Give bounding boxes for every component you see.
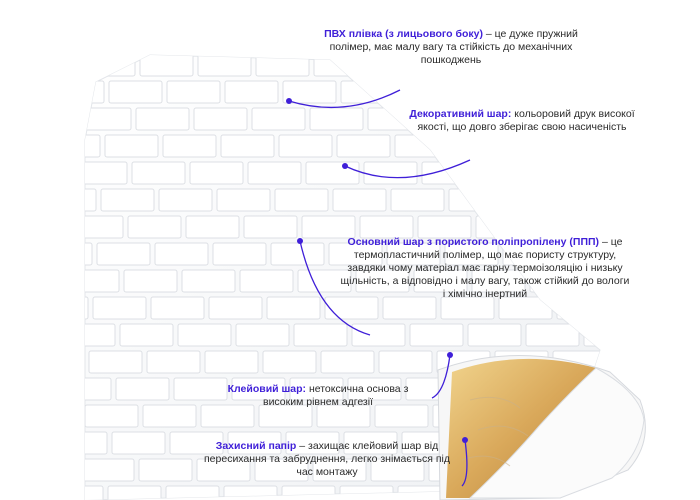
brick xyxy=(507,189,560,211)
brick xyxy=(116,378,169,400)
brick xyxy=(93,297,146,319)
dot-protect xyxy=(462,437,468,443)
brick xyxy=(85,405,138,427)
brick xyxy=(538,162,591,184)
brick xyxy=(534,216,587,238)
brick xyxy=(147,351,200,373)
brick xyxy=(263,351,316,373)
brick xyxy=(256,54,309,76)
brick xyxy=(511,135,564,157)
brick xyxy=(476,216,529,238)
brick xyxy=(178,324,231,346)
brick xyxy=(54,432,107,454)
brick xyxy=(341,81,394,103)
brick xyxy=(35,297,88,319)
caption-pvc-text: – це дуже пружний полімер, має малу вагу та стійкість до механічних пошкоджень xyxy=(329,28,578,66)
brick xyxy=(132,162,185,184)
caption-adhesive-term: Клейовий шар: xyxy=(227,383,307,395)
brick xyxy=(105,135,158,157)
brick xyxy=(20,108,73,130)
caption-base-layer xyxy=(340,236,630,301)
caption-decorative-layer xyxy=(406,108,638,134)
brick xyxy=(275,189,328,211)
brick xyxy=(43,189,96,211)
brick xyxy=(395,135,448,157)
brick xyxy=(480,162,533,184)
brick xyxy=(108,486,161,500)
brick xyxy=(267,297,320,319)
brick xyxy=(163,135,216,157)
brick xyxy=(155,243,208,265)
brick xyxy=(182,270,235,292)
brick xyxy=(360,216,413,238)
brick xyxy=(352,324,405,346)
brick xyxy=(592,216,645,238)
brick xyxy=(310,108,363,130)
brick xyxy=(399,81,452,103)
brick xyxy=(74,162,127,184)
brick xyxy=(0,432,49,454)
brick xyxy=(573,81,626,103)
brick xyxy=(8,270,61,292)
brick xyxy=(39,243,92,265)
brick xyxy=(294,324,347,346)
brick xyxy=(248,162,301,184)
brick xyxy=(66,270,119,292)
brick xyxy=(453,135,506,157)
brick xyxy=(627,135,680,157)
caption-adhesive-text: нетоксична основа з високим рівнем адгезії xyxy=(262,383,409,408)
brick xyxy=(224,486,277,500)
brick xyxy=(333,189,386,211)
dot-base xyxy=(297,238,303,244)
brick xyxy=(109,81,162,103)
brick xyxy=(209,297,262,319)
brick xyxy=(167,81,220,103)
brick xyxy=(279,135,332,157)
brick xyxy=(47,135,100,157)
brick xyxy=(240,270,293,292)
brick xyxy=(159,189,212,211)
brick xyxy=(410,324,463,346)
brick xyxy=(70,216,123,238)
caption-protect-term: Захисний папір xyxy=(215,440,297,452)
brick xyxy=(112,432,165,454)
brick xyxy=(186,216,239,238)
brick xyxy=(306,162,359,184)
brick xyxy=(97,243,150,265)
brick xyxy=(140,54,193,76)
brick xyxy=(236,324,289,346)
brick xyxy=(596,162,649,184)
brick xyxy=(139,459,192,481)
brick xyxy=(205,351,258,373)
brick xyxy=(12,216,65,238)
brick xyxy=(221,135,274,157)
brick xyxy=(565,189,618,211)
brick xyxy=(23,459,76,481)
brick xyxy=(101,189,154,211)
brick xyxy=(89,351,142,373)
brick xyxy=(418,216,471,238)
brick xyxy=(4,324,57,346)
brick xyxy=(468,324,521,346)
caption-adhesive-layer xyxy=(218,383,418,409)
brick xyxy=(50,486,103,500)
brick xyxy=(27,405,80,427)
brick xyxy=(515,81,568,103)
brick xyxy=(16,162,69,184)
brick xyxy=(82,54,135,76)
brick xyxy=(120,324,173,346)
brick xyxy=(136,108,189,130)
caption-protective-paper xyxy=(198,440,456,479)
brick xyxy=(81,459,134,481)
caption-decor-term: Декоративний шар: xyxy=(409,108,512,120)
brick xyxy=(337,135,390,157)
brick xyxy=(62,324,115,346)
brick xyxy=(449,189,502,211)
caption-protect-text: – захищає клейовий шар від пересихання та забруднення, легко знімається під час монтажу xyxy=(203,440,451,478)
dot-pvc xyxy=(286,98,292,104)
brick xyxy=(225,81,278,103)
brick xyxy=(526,324,579,346)
brick xyxy=(51,81,104,103)
peeled-corner xyxy=(438,355,645,500)
brick xyxy=(391,189,444,211)
brick xyxy=(569,135,622,157)
brick xyxy=(143,405,196,427)
brick xyxy=(631,81,684,103)
caption-base-term: Основний шар з пористого поліпропілену (ППП) xyxy=(347,236,600,248)
brick xyxy=(31,351,84,373)
brick xyxy=(379,351,432,373)
brick xyxy=(271,243,324,265)
brick xyxy=(364,162,417,184)
brick xyxy=(282,486,335,500)
brick xyxy=(302,216,355,238)
brick xyxy=(604,54,657,76)
brick xyxy=(252,108,305,130)
dot-decor xyxy=(342,163,348,169)
caption-pvc-term: ПВХ плівка (з лицьового боку) xyxy=(324,28,483,40)
caption-base-text: – це термопластичний полімер, що має пористу структуру, завдяки чому матеріал має гарну термоізоляцію і низьку щільність, а відповідно і малу вагу, також стійкий до вологи і хімічно інертний xyxy=(340,236,630,300)
brick xyxy=(151,297,204,319)
brick xyxy=(244,216,297,238)
brick xyxy=(611,351,664,373)
brick xyxy=(457,81,510,103)
brick xyxy=(124,270,177,292)
brick xyxy=(194,108,247,130)
brick xyxy=(78,108,131,130)
brick xyxy=(190,162,243,184)
brick xyxy=(213,243,266,265)
brick xyxy=(321,351,374,373)
brick xyxy=(128,216,181,238)
brick xyxy=(0,486,45,500)
brick xyxy=(24,54,77,76)
caption-decor-text: кольоровий друк високої якості, що довго зберігає свою насиченість xyxy=(417,108,635,133)
brick xyxy=(0,378,53,400)
dot-adhesive xyxy=(447,352,453,358)
brick xyxy=(422,162,475,184)
brick xyxy=(623,189,676,211)
caption-pvc-film xyxy=(322,28,580,67)
brick xyxy=(217,189,270,211)
